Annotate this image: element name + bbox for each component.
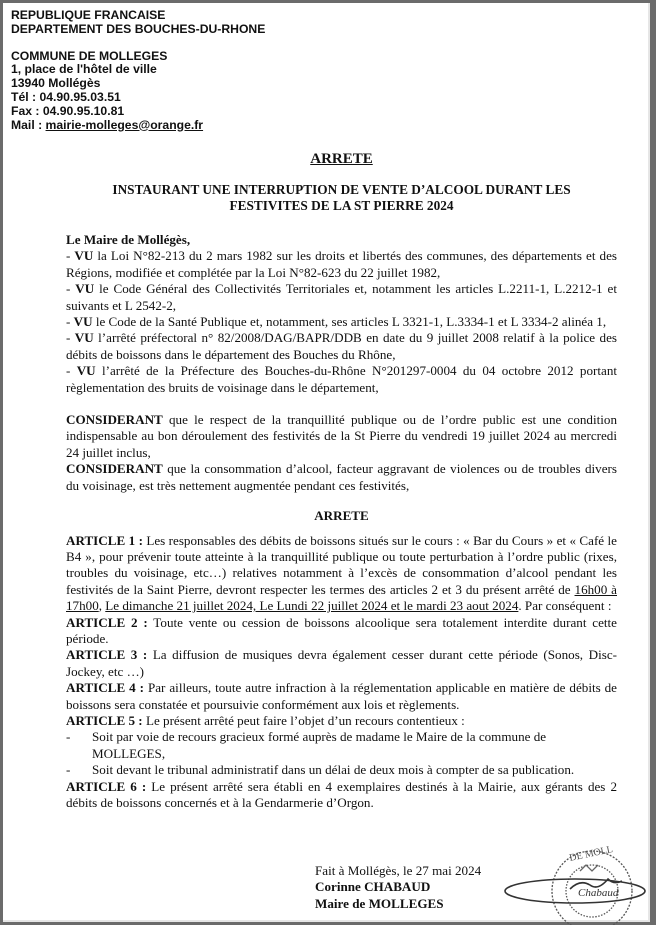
- vu-item: - VU l’arrêté préfectoral n° 82/2008/DAG/BAPR/DDB en date du 9 juillet 2008 relatif à la police des débits de boissons dans le département des Bouches du Rhône,: [66, 330, 617, 362]
- city-line: 13940 Mollégès: [11, 76, 101, 91]
- vu-item: - VU le Code de la Santé Publique et, notamment, ses articles L 3321-1, L.3334-1 et L 3334-2 alinéa 1,: [66, 314, 607, 330]
- considerant-item: CONSIDERANT que le respect de la tranquillité publique ou de l’ordre public est une condition indispensable au bon déroulement des festivités de la St Pierre du vendredi 19 juillet 2024 au mercredi 24 juillet inclus,: [66, 412, 617, 460]
- mayor-heading: Le Maire de Mollégès,: [66, 232, 191, 247]
- considerant-list: [66, 412, 617, 494]
- commune-name: COMMUNE DE MOLLEGES: [11, 48, 168, 63]
- vu-item: - VU la Loi N°82-213 du 2 mars 1982 sur les droits et libertés des communes, des départements et des Régions, modifiée et complétée par la Loi N°82-623 du 22 juillet 1982,: [66, 248, 617, 280]
- mail-line: Mail : mairie-molleges@orange.fr: [11, 117, 204, 132]
- arrete-heading: ARRETE: [314, 508, 369, 524]
- articles: [66, 533, 617, 812]
- article-2: ARTICLE 2 : Toute vente ou cession de boissons alcoolique sera totalement interdite durant cette période.: [66, 614, 617, 646]
- phone-line: Tél : 04.90.95.03.51: [11, 89, 121, 104]
- official-stamp-icon: [500, 841, 650, 925]
- mail-link[interactable]: mairie-molleges@orange.fr: [45, 117, 204, 132]
- vu-item: - VU le Code Général des Collectivités Territoriales et, notamment les articles L.2211-1, L.2212-1 et suivants et L 2542-2,: [66, 281, 617, 313]
- article-6: ARTICLE 6 : Le présent arrêté sera établi en 4 exemplaires destinés à la Mairie, aux gérants des 2 débits de boissons concernés et à la Gendarmerie d’Orgon.: [66, 778, 617, 810]
- vu-item: - VU l’arrêté de la Préfecture des Bouches-du-Rhône N°201297-0004 du 04 octobre 2012 portant règlementation des bruits de voisinage dans le département,: [66, 363, 618, 395]
- decree-subtitle: INSTAURANT UNE INTERRUPTION DE VENTE D’ALCOOL DURANT LES FESTIVITES DE LA ST PIERRE 2024: [112, 182, 571, 213]
- signatory-name: Corinne CHABAUD: [315, 879, 431, 895]
- decree-body: [66, 150, 617, 811]
- page-title: ARRETE: [310, 151, 373, 167]
- article-3: ARTICLE 3 : La diffusion de musiques devra également cesser durant cette période (Sonos, Disc-Jockey, etc …): [66, 647, 617, 679]
- place-date: Fait à Mollégès, le 27 mai 2024: [315, 863, 482, 878]
- signature-block: [315, 863, 481, 912]
- department-line: DEPARTEMENT DES BOUCHES-DU-RHONE: [11, 21, 266, 36]
- article-5: ARTICLE 5 : Le présent arrêté peut faire l’objet d’un recours contentieux :: [66, 712, 465, 728]
- signatory-role: Maire de MOLLEGES: [315, 895, 444, 911]
- appeal-option: - Soit devant le tribunal administratif dans un délai de deux mois à compter de sa publication.: [66, 762, 575, 778]
- republic-line: REPUBLIQUE FRANCAISE: [11, 8, 166, 22]
- letterhead: [11, 9, 265, 132]
- fax-line: Fax : 04.90.95.10.81: [11, 103, 125, 118]
- considerant-item: CONSIDERANT que la consommation d’alcool, facteur aggravant de violences ou de troubles divers du voisinage, est très nettement augmentée pendant ces festivités,: [66, 461, 617, 493]
- article-1: ARTICLE 1 : Les responsables des débits de boissons situés sur le cours : « Bar du Cours » et « Café le B4 », pour prévenir toute atteinte à la tranquillité publique ou toute perturbation à l’ordre public (rixes, troubles du voisinage, etc…) relatives notamment à l’excès de consommation d’alcool pendant les festivités de la Saint Pierre, devront respecter les termes des articles 2 et 3 du présent arrêté de 16h00 à 17h00, Le dimanche 21 juillet 2024, Le Lundi 22 juillet 2024 et le mardi 23 aout 2024. Par conséquent :: [66, 532, 617, 614]
- appeal-option: - Soit par voie de recours gracieux formé auprès de madame le Maire de la commune de MOLLEGES,: [66, 729, 547, 761]
- document-page: [3, 3, 650, 922]
- svg-text:DE MOLL: DE MOLL: [568, 843, 614, 864]
- article-4: ARTICLE 4 : Par ailleurs, toute autre infraction à la réglementation applicable en matière de débits de boissons sera constatée et poursuivie conformément aux lois et règlements.: [66, 680, 617, 712]
- svg-text:Chabaud: Chabaud: [578, 887, 619, 899]
- address-line: 1, place de l'hôtel de ville: [11, 62, 157, 77]
- vu-list: [66, 248, 617, 396]
